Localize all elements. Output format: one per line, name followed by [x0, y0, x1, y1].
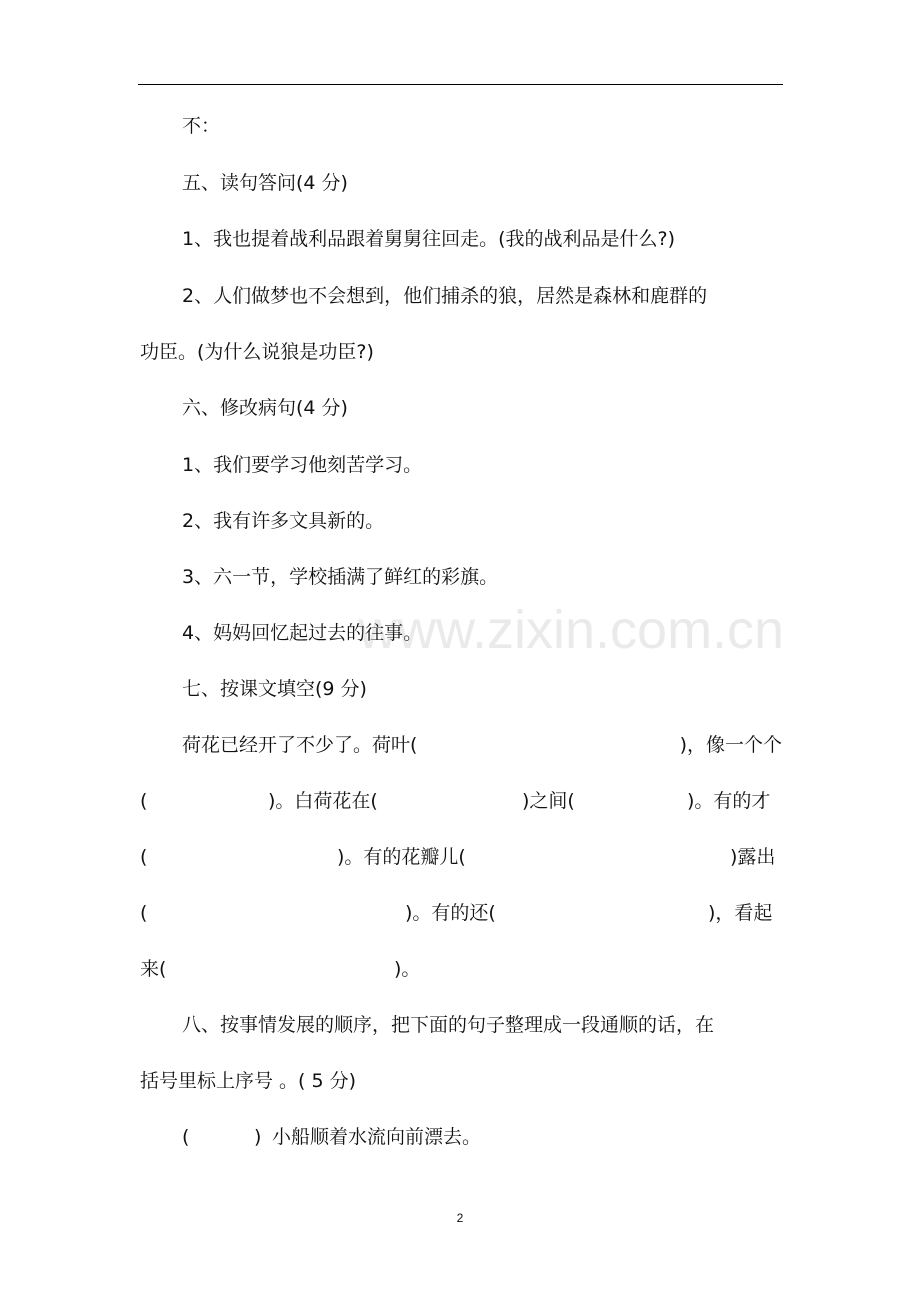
fill-text: )。有的还( [405, 902, 496, 924]
q6-item-3: 3、六一节，学校插满了鲜红的彩旗。 [182, 566, 499, 588]
section-6-title: 六、修改病句(4 分) [182, 397, 348, 419]
section-8-title-line1: 八、按事情发展的顺序，把下面的句子整理成一段通顺的话，在 [182, 1014, 715, 1036]
fill-line-1 [182, 733, 782, 757]
page-number: 2 [456, 1211, 464, 1225]
q5-item-1: 1、我也提着战利品跟着舅舅往回走。(我的战利品是什么?) [182, 228, 675, 250]
fill-text: ( [140, 790, 148, 812]
fill-text: 荷花已经开了不少了。荷叶( [182, 734, 418, 756]
fill-text: )。 [394, 958, 421, 980]
q5-item-2-line2: 功臣。(为什么说狼是功臣?) [140, 341, 374, 363]
watermark: www.zixin.com.cn [358, 600, 785, 660]
order-bracket-close: ) [254, 1126, 262, 1148]
fill-text: )，看起 [708, 902, 773, 924]
fill-text: )之间( [522, 790, 575, 812]
q6-item-2: 2、我有许多文具新的。 [182, 510, 385, 532]
fill-text: ( [140, 846, 148, 868]
q8-item-text: 小船顺着水流向前漂去。 [272, 1126, 482, 1148]
section-5-title: 五、读句答问(4 分) [182, 172, 348, 194]
q5-item-2-line1: 2、人们做梦也不会想到，他们捕杀的狼，居然是森林和鹿群的 [182, 285, 708, 307]
q6-item-1: 1、我们要学习他刻苦学习。 [182, 454, 423, 476]
header-rule [138, 84, 783, 85]
fill-text: )。有的花瓣儿( [337, 846, 466, 868]
order-bracket-open: ( [182, 1126, 190, 1148]
fill-text: 来( [140, 958, 167, 980]
fill-text: )，像一个个 [679, 734, 782, 756]
section-7-title: 七、按课文填空(9 分) [182, 678, 367, 700]
fill-text: )。白荷花在( [268, 790, 378, 812]
fill-text: ( [140, 902, 148, 924]
q6-item-4: 4、妈妈回忆起过去的往事。 [182, 622, 423, 644]
fill-text: )露出 [730, 846, 776, 868]
fill-text: )。有的才 [687, 790, 771, 812]
section-8-title-line2: 括号里标上序号 。( 5 分) [140, 1070, 357, 1092]
line-bu: 不： [182, 115, 221, 137]
